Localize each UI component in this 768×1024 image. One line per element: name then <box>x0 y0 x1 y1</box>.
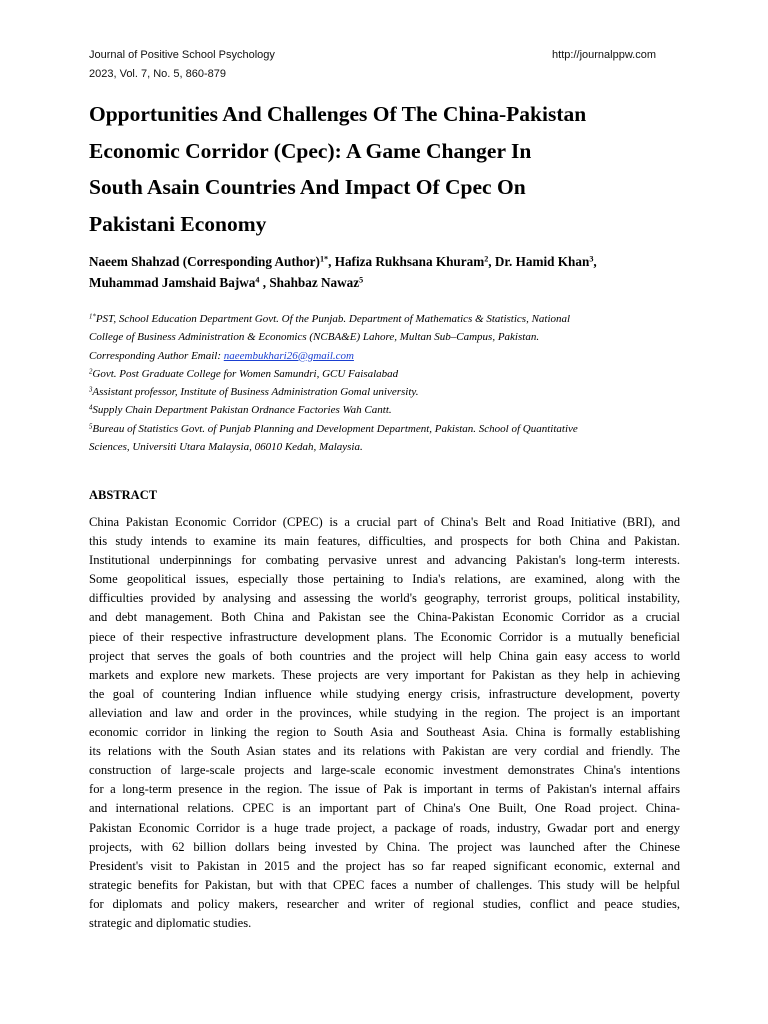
title-line: Economic Corridor (Cpec): A Game Changer In <box>89 138 532 163</box>
abstract-line: for diplomats and policy makers, researcher and writer of regional studies, conflict and peace studies, <box>89 896 680 911</box>
author-line <box>89 272 689 293</box>
abstract-line: its relations with the South Asian states and its relations with Pakistan are very cordial and friendly. The <box>89 744 680 759</box>
journal-header <box>89 46 275 84</box>
affiliation-text: Bureau of Statistics Govt. of Punjab Planning and Development Department, Pakistan. School of Quantitative <box>92 422 578 435</box>
journal-name: Journal of Positive School Psychology <box>89 49 275 61</box>
abstract-line: construction of large-scale projects and large-scale economic investment demonstrates China's intentions <box>89 763 680 778</box>
affiliation-mark: 4 <box>89 404 93 412</box>
abstract-line: piece of their respective infrastructure development plans. The Economic Corridor is a mutually beneficial <box>89 629 680 644</box>
abstract-line: China Pakistan Economic Corridor (CPEC) is a crucial part of China's Belt and Road Initiative (BRI), and <box>89 515 680 529</box>
abstract-line: Some geopolitical issues, especially those pertaining to India's relations, are examined, along with the <box>89 572 680 587</box>
affiliation-mark: 5 <box>89 423 93 431</box>
affiliation-text: Assistant professor, Institute of Business Administration Gomal university. <box>92 386 419 399</box>
abstract-line: markets and explore new markets. These projects are very important for Pakistan as they help in achieving <box>89 667 680 682</box>
abstract-line: projects, with 62 billion dollars being invested by China. The project was launched after the Chinese <box>89 839 680 854</box>
abstract-line: alleviation and law and order in the provinces, while studying in the region. The project is an important <box>89 705 680 720</box>
abstract-line: President's visit to Pakistan in 2015 and the project has so far reaped significant economic, external and <box>89 858 680 873</box>
author-affiliation-mark: 1* <box>319 254 329 264</box>
abstract-line: and international relations. CPEC is an important part of China's One Built, One Road project. China- <box>89 801 680 816</box>
affiliation-line <box>89 383 689 401</box>
author-separator: , <box>593 254 597 269</box>
abstract-line: Pakistan Economic Corridor is a huge trade project, a package of roads, industry, Gwadar port and energy <box>89 820 680 835</box>
title-line: Opportunities And Challenges Of The China-Pakistan <box>89 102 587 126</box>
affiliation-line: College of Business Administration & Economics (NCBA&E) Lahore, Multan Sub–Campus, Pakistan. <box>89 331 540 344</box>
abstract-line: the goal of countering Indian influence while studying energy crisis, infrastructure development, poverty <box>89 686 680 701</box>
affiliation-mark: 3 <box>89 386 93 394</box>
author-name: Naeem Shahzad (Corresponding Author) <box>89 254 320 269</box>
abstract-line: and debt management. Both China and Pakistan see the China-Pakistan Economic Corridor as a crucial <box>89 610 680 625</box>
author-affiliation-mark: 2 <box>484 254 489 264</box>
abstract-line: strategic and diplomatic studies. <box>89 915 252 930</box>
author-affiliation-mark: 3 <box>589 254 594 264</box>
corresponding-email-link[interactable]: naeembukhari26@gmail.com <box>223 349 354 362</box>
affiliation-text: PST, School Education Department Govt. Of the Punjab. Department of Mathematics & Statistics, National <box>95 313 571 325</box>
author-separator: , <box>259 275 270 290</box>
affiliations <box>89 310 689 456</box>
abstract-line: Institutional underpinnings for combating pervasive unrest and advancing Pakistan's long-term interests. <box>89 553 680 568</box>
author-separator: , <box>328 254 335 269</box>
abstract-line: for a long-term presence in the region. The issue of Pak is important in terms of Pakistan's internal affairs <box>89 782 680 797</box>
abstract-line: strategic benefits for Pakistan, but with that CPEC faces a number of challenges. This study will be helpful <box>89 877 680 892</box>
author-separator: , <box>488 254 495 269</box>
affiliation-text: Supply Chain Department Pakistan Ordnance Factories Wah Cantt. <box>92 404 392 417</box>
affiliation-mark: 1* <box>89 313 96 321</box>
abstract-line: this study intends to examine its main features, difficulties, and prospects for both China and Pakistan. <box>89 534 680 549</box>
author-list <box>89 251 689 293</box>
affiliation-line: Sciences, Universiti Utara Malaysia, 06010 Kedah, Malaysia. <box>89 441 363 454</box>
author-affiliation-mark: 4 <box>255 275 260 285</box>
paper-title <box>89 96 689 242</box>
author-name: Muhammad Jamshaid Bajwa <box>89 275 256 290</box>
affiliation-line <box>89 420 689 438</box>
journal-url[interactable]: http://journalppw.com <box>552 49 656 61</box>
affiliation-line <box>89 401 689 419</box>
abstract-line: project that serves the goals of both countries and the project will help China gain easy access to world <box>89 648 680 663</box>
title-line: South Asain Countries And Impact Of Cpec On <box>89 175 526 199</box>
corresponding-email-line <box>89 347 689 365</box>
author-line <box>89 251 689 272</box>
abstract-line: difficulties provided by analysing and assessing the world's geography, terrorist groups, political instability, <box>89 591 680 606</box>
author-affiliation-mark: 5 <box>359 275 364 285</box>
affiliation-text: Govt. Post Graduate College for Women Samundri, GCU Faisalabad <box>92 367 399 380</box>
title-line: Pakistani Economy <box>89 211 267 236</box>
affiliation-line <box>89 365 689 383</box>
author-name: Dr. Hamid Khan <box>494 254 590 269</box>
journal-citation: 2023, Vol. 7, No. 5, 860-879 <box>89 68 226 80</box>
author-name: Hafiza Rukhsana Khuram <box>334 254 485 269</box>
abstract-heading: ABSTRACT <box>89 488 158 502</box>
affiliation-line <box>89 310 689 328</box>
corresponding-email-label: Corresponding Author Email: <box>89 349 224 362</box>
abstract-line: economic corridor in linking the region to South Asia and Southeast Asia. China is formally establishing <box>89 725 680 740</box>
author-name: Shahbaz Nawaz <box>269 275 360 290</box>
abstract-body <box>89 513 680 933</box>
affiliation-mark: 2 <box>89 368 93 376</box>
